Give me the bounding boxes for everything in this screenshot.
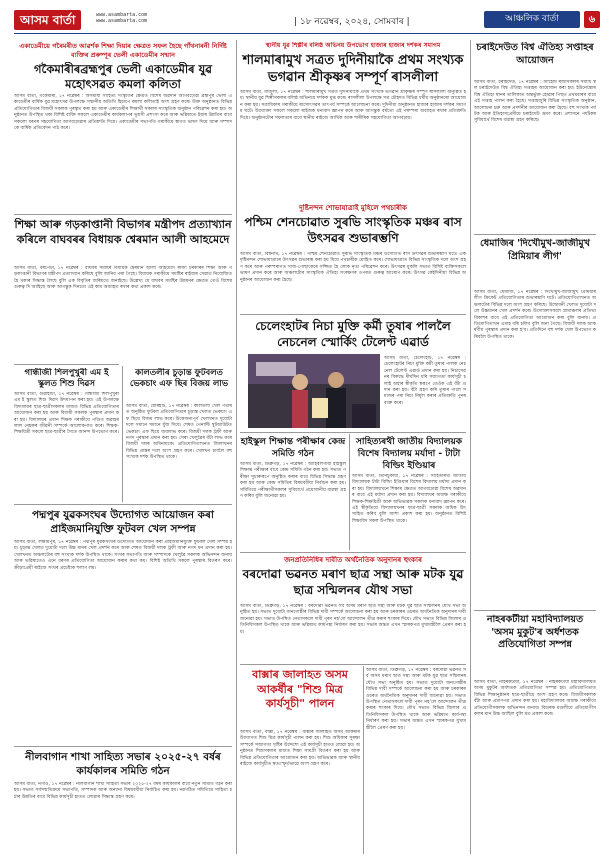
story-headline: গকৈমাৰীৰব্ৰহ্মপুৰ ভেলী একাডেমীৰ যুৱ মহোৎসৱত কমলা কলিতা — [33, 62, 212, 91]
story-body: আসম বাৰ্তা, লক্ষীমপুৰ, ১৭ নৱেম্বৰ : পদ্মপুৰ যুৱকসংঘৰ উদ্যোগত আয়োজন কৰা প্ৰাইজমানিযুক্তি ফুটবল খেল সম্পন্ন হয়। চূড়ান্ত খেলত দুয়োটা দলে উচ্চ মানৰ খেল প্ৰদৰ্শন কৰে আৰু শেষত বিজয়ী দলক ট্ৰফী আৰু নগদ ধন প্ৰদান কৰা হয়। খেলখনত অঞ্চলটোৰ বহু সংখ্যক দৰ্শক উপস্থিত থাকে। সংঘৰ সভাপতি আৰু সম্পাদকে খেলুৱৈ সকলক অভিনন্দন জনায় আৰু ভৱিষ্যতেও এনে ধৰণৰ প্ৰতিযোগিতা আয়োজন কৰাৰ কথা কয়। বিশিষ্ট অতিথি সকলে পুৰস্কাৰ বিতৰণ কৰে। ক্ৰীড়াপ্ৰেমী ৰাইজে সংঘৰ প্ৰচেষ্টাক শলাগ লয়। — [14, 540, 232, 571]
issue-date: | ১৮ নৱেম্বৰ, ২০২৪, সোমবাৰ | — [294, 17, 410, 27]
story-body: আসম বাৰ্তা, নাহৰকটীয়া, ১৭ নৱেম্বৰ : নাহৰকটীয়া মহাবিদ্যালয়ত অসম মুকুটৰ অৰ্ধশতক প্ৰতিযোগিতা সম্পন্ন হয়। প্ৰতিযোগিতাত বিভিন্ন শিক্ষানুষ্ঠানৰ ছাত্ৰ-ছাত্ৰীয়ে অংশ গ্ৰহণ কৰে। বিজয়ীসকলক বঁটা আৰু প্ৰমাণপত্ৰ প্ৰদান কৰা হয়। মহাবিদ্যালয়ৰ অধ্যক্ষ গৰাকীয়ে প্ৰতিযোগীসকলক অভিনন্দন জনায়। বিচাৰক মণ্ডলীয়ে প্ৰতিযোগীসকলৰ মান উচ্চ আছিল বুলি মত প্ৰকাশ কৰে। — [474, 680, 596, 718]
column-divider — [363, 666, 364, 854]
story-body: আসম বাৰ্তা, চেলেংহাট, ১৭ নৱেম্বৰ : চেলেংহাটৰ নিচা মুক্তি কৰ্মী তুষাৰ পালক নেচনেল টেলেণ্ট এৱাৰ্ড প্ৰদান কৰা হয়। নিচাসেৱনৰ বিৰুদ্ধে দীৰ্ঘদিন ধৰি সজাগতা কাৰ্যসূচী চলাই অহাৰ স্বীকৃতি স্বৰূপে তেওঁক এই বঁটা প্ৰদান কৰা হয়। বঁটা গ্ৰহণ কৰি তুষাৰ পালে সমাজৰ পৰা নিচা নিৰ্মূল কৰাৰ প্ৰতিশ্ৰুতি পুনৰ ব্যক্ত কৰে। — [384, 356, 466, 406]
story-kicker: স্থানীয় যুৱ শিল্পীৰ বলিষ্ঠ অভিনয় উপভোগ হাজাৰ হাজাৰ দৰ্শকৰ সমাগম — [265, 42, 441, 49]
story-body: আসম বাৰ্তা, গুৱাহাটী, ১৭ নৱেম্বৰ : গান্ধীজী শিলপুখুৰী এম ই স্কুলত শিশু দিৱস উদযাপন কৰা হয়। এই উপলক্ষে বিদ্যালয়ৰ ছাত্ৰ-ছাত্ৰীসকলৰ মাজত বিভিন্ন প্ৰতিযোগিতাৰ আয়োজন কৰা হয় আৰু বিজয়ী সকলক পুৰস্কাৰ প্ৰদান কৰা হয়। বিদ্যালয়ৰ প্ৰধান শিক্ষক গৰাকীয়ে পণ্ডিত জৱাহৰলাল নেহৰুৰ জীৱনী সম্পৰ্কে আলোকপাত কৰে। শিক্ষক-শিক্ষয়িত্ৰী সকলে ছাত্ৰ-ছাত্ৰীৰ সৈতে আনন্দ উপভোগ কৰে। — [14, 392, 119, 436]
story-divider — [240, 432, 466, 433]
story-headline: হাইস্কুল শিক্ষান্ত পৰীক্ষাৰ কেন্দ্ৰ সমিতি গঠন — [240, 437, 346, 459]
website-line: www.asambarta.com www.asambarta.com — [96, 12, 148, 24]
story-divider — [14, 504, 232, 505]
story-divider — [14, 364, 119, 365]
story-headline: পদ্মপুৰ যুৱকসংঘৰ উদ্যোগত আয়োজন কৰা প্ৰাইজমানিযুক্তি ফুটবল খেল সম্পন্ন — [32, 509, 214, 535]
story-headline: সাহিত্যৰথী জাতীয় বিদ্যালয়ক বিশেষ বিদ্যালয় মৰ্যাদা - টাটা বিল্ডিং ইণ্ডিয়াৰ — [355, 437, 463, 471]
story-kicker: জনপ্ৰতিনিধিৰ দাবীত অৰ্থনৈতিক অনুদানৰ হুংকাৰ — [284, 556, 422, 564]
story-kicker: দুষ্টিনন্দন শোভাযাত্ৰাই মুহিলে পথচাৰীক — [299, 204, 407, 212]
story-headline: নাহৰকটীয়া মহাবিদ্যালয়ত 'অসম মুকুট'ৰ অৰ্ধশতক প্ৰতিযোগিতা সম্পন্ন — [486, 614, 584, 650]
story-body: আসম বাৰ্তা, তিনিচুকীয়া, ১৭ নৱেম্বৰ : সাহিত্যৰথী জাতীয় বিদ্যালয়ক টাটা বিল্ডিং ইণ্ডিয়াৰ বিশেষ বিদ্যালয় মৰ্যাদা প্ৰদান কৰা হয়। বিদ্যালয়খনে শিক্ষাৰ ক্ষেত্ৰত আগবঢ়োৱা বিশেষ অৱদানৰ বাবে এই মৰ্যাদা প্ৰদান কৰা হয়। বিদ্যালয়ৰ অধ্যক্ষ গৰাকীয়ে শিক্ষক-শিক্ষয়িত্ৰী আৰু অভিভাৱক সকলক ধন্যবাদ জ্ঞাপন কৰে। এই স্বীকৃতিয়ে বিদ্যালয়খনৰ ছাত্ৰ-ছাত্ৰী সকলক অধিক উৎসাহিত কৰিব বুলি আশা প্ৰকাশ কৰা হয়। অনুষ্ঠানত বিশিষ্ট শিক্ষাবিদ সকল উপস্থিত থাকে। — [352, 474, 466, 524]
section-label: আঞ্চলিক বাৰ্তা — [484, 11, 580, 28]
column-divider — [470, 40, 471, 854]
story-body: আসম বাৰ্তা, গকৈমাৰী, ১৭ নৱেম্বৰ : অসমীয়া সাহিত্য সংস্কৃতিৰ ক্ষেত্ৰত বিশেষ অৱদান আগবঢ়োৱা ব্ৰহ্মপুৰ ভেলী একাডেমীৰ বাৰ্ষিক যুৱ মহোৎসৱ উপলক্ষে সন্মানীয় অতিথি হিচাপে কমলা কলিতাই অংশ গ্ৰহণ কৰে। উক্ত অনুষ্ঠানত বিভিন্ন প্ৰতিযোগিতাৰ বিজয়ী সকলক পুৰস্কৃত কৰা হয় আৰু একাডেমীৰ শিক্ষাৰ্থী সকলৰ সাংস্কৃতিক অনুষ্ঠান পৰিৱেশন কৰা হয়। অনুষ্ঠানত উপস্থিত থকা বিশিষ্ট ব্যক্তি সকলে একাডেমীৰ কাৰ্যকলাপৰ ভূয়সী প্ৰশংসা কৰে আৰু ভৱিষ্যতে ইয়াৰ উন্নতিৰ বাবে সকলো ধৰণৰ সহযোগিতা আগবঢ়োৱাৰ প্ৰতিশ্ৰুতি দিয়ে। একাডেমীৰ সভাপতি গৰাকীয়ে স্বাগত ভাষণ দিয়ে আৰু সম্পাদকে বাৰ্ষিক প্ৰতিবেদন পাঠ কৰে। — [14, 94, 232, 132]
story-body: আসম বাৰ্তা, যোৰহাট, ১৭ নৱেম্বৰ : কালতলী খেল পথাৰত অনুষ্ঠিত ফুটবল প্ৰতিযোগিতাৰ চূড়ান্ত খেলত ভেকচাং এফ ছিয়ে বিজয় লাভ কৰে। উত্তেজনাপূৰ্ণ খেলখনত দুয়োটা দলে সমানে সমানে যুঁজ দিয়ে। শেষত পেনাল্টি শ্বুটআউটত ভেকচাং এফ ছিয়ে জয়লাভ কৰে। বিজয়ী দলক ট্ৰফী আৰু নগদ পুৰস্কাৰ প্ৰদান কৰা হয়। সেৰা খেলুৱৈৰ বঁটা লাভ কৰে বিজয়ী দলৰ অধিনায়কে। প্ৰতিযোগিতাখনত জিলাখনৰ বিভিন্ন প্ৰান্তৰ দলে অংশ গ্ৰহণ কৰে। খেলখন চাবলৈ বহু সংখ্যক দৰ্শক উপস্থিত থাকে। — [126, 404, 232, 461]
lead-headline: শালমাৰামুখ সত্ৰত দুদিনীয়াকৈ প্ৰথম সংখ্যক ভগৱান শ্ৰীকৃষ্ণৰ সম্পূৰ্ণ ৰাসলীলা — [242, 53, 464, 85]
story-headline: কালতলীৰ চুড়ান্ত ফুটবলত ভেকচাং এফ ছিৰ বিজয় লাভ — [129, 368, 229, 389]
story-divider — [240, 664, 466, 665]
award-photo — [248, 354, 380, 428]
newspaper-logo: আসম বার্তা — [14, 10, 81, 30]
story-body: আসম বাৰ্তা, ডিব্ৰুগড়, ১৭ নৱেম্বৰ : আহিবলগীয়া হাইস্কুল শিক্ষান্ত পৰীক্ষাৰ বাবে কেন্দ্ৰ সমিতি গঠন কৰা হয়। সভাত পৰীক্ষা সুচাৰুৰূপে অনুষ্ঠিত কৰাৰ বাবে বিভিন্ন সিদ্ধান্ত গ্ৰহণ কৰা হয় আৰু কেন্দ্ৰ সমিতিৰ বিষয়ববীয়া নিৰ্বাচন কৰা হয়। সমিতিয়ে পৰীক্ষাৰ্থীসকলৰ সুবিধাৰ্থে প্ৰয়োজনীয় ব্যৱস্থা গ্ৰহণ কৰিব বুলি জনোৱা হয়। — [240, 462, 346, 500]
story-divider — [474, 234, 596, 235]
award-photo-art — [248, 354, 380, 428]
story-body: আসম বাৰ্তা, নগাঁও, ১৭ নৱেম্বৰ : নীলবাগান শাখা সাহিত্য সভাৰ ২০২৫-২৭ বৰ্ষৰ কাৰ্যকালৰ বাবে নতুন সমিতি গঠন কৰা হয়। সভাত সৰ্বসন্মতিক্ৰমে সভাপতি, সম্পাদক আৰু অন্যান্য বিষয়ববীয়া নিৰ্বাচিত কৰা হয়। নৱগঠিত সমিতিয়ে সাহিত্য চৰ্চাৰ উন্নতিৰ বাবে বিভিন্ন কাৰ্যসূচী হাতত লোৱাৰ সিদ্ধান্ত গ্ৰহণ কৰে। — [14, 782, 232, 800]
page-number: ৬ — [584, 11, 600, 28]
story-body: আসম বাৰ্তা, ডিব্ৰুগড়, ১৭ নৱেম্বৰ : বৰদোৱা ভৱনত সৰ্ব অসম মৰাণ ছাত্ৰ সন্থা আৰু মটক যুৱ ছাত্ৰ সন্মিলনৰ যৌথ সভা অনুষ্ঠিত হয়। সভাত দুয়োটা জনগোষ্ঠীৰ বিভিন্ন দাবী সম্পৰ্কে আলোচনা কৰা হয় আৰু চৰকাৰৰ ওচৰত অৰ্থনৈতিক অনুদানৰ দাবী জনোৱা হয়। সভাত উপস্থিত নেতাসকলে দাবী পূৰণ নহ'লে আন্দোলন তীব্ৰ কৰাৰ হুংকাৰ দিয়ে। যৌথ সভাত বিভিন্ন জিলাৰ প্ৰতিনিধিসকল উপস্থিত থাকে আৰু ভৱিষ্যত কাৰ্যপন্থা নিৰ্ধাৰণ কৰা হয়। সভাৰ অন্তত এখন স্মাৰকপত্ৰ মুখ্যমন্ত্ৰীলৈ প্ৰেৰণ কৰা হয়। — [240, 604, 466, 635]
story-headline: ধেমাজিৰ 'দিখৌমুখ-জাজীমুখ প্ৰিমিয়াৰ লীগ' — [480, 238, 590, 262]
story-body: আসম বাৰ্তা, ধেমাজি, ১৭ নৱেম্বৰ : দিখৌমুখ-জাজীমুখ প্ৰিমিয়াৰ লীগ ক্ৰিকেট প্ৰতিযোগিতাৰ শুভাৰম্ভণি ঘটে। প্ৰতিযোগিতাখনত অঞ্চলটোৰ বিভিন্ন দলে অংশ গ্ৰহণ কৰিছে। উদ্বোধনী খেলত দুয়োটা দলে উচ্চমানৰ খেল প্ৰদৰ্শন কৰে। উদ্যোক্তাসকলে গ্ৰামাঞ্চলৰ প্ৰতিভা বিকাশৰ বাবে এই প্ৰতিযোগিতা আয়োজন কৰা বুলি জনায়। প্ৰতিযোগিতাখন এমাহ ধৰি চলিব বুলি জনা গৈছে। বিজয়ী দলক আকৰ্ষণীয় পুৰস্কাৰ প্ৰদান কৰা হ'ব। প্ৰতিদিনে বহু দৰ্শক খেল উপভোগ কৰিবলৈ উপস্থিত থাকে। — [474, 290, 596, 340]
story-headline: পশ্চিম শেনচোৱাত সুৰভি সাংস্কৃতিক মঞ্চৰ ৰাস উৎসৱৰ শুভাৰম্ভণি — [244, 215, 462, 245]
story-divider — [14, 746, 232, 747]
story-body: আসম বাৰ্তা, মাজুলী, ১৭ নৱেম্বৰ : শালমাৰামুখ সত্ৰত দুদিনীয়াকৈ প্ৰথম সংখ্যক ভগৱান শ্ৰীকৃষ্ণৰ সম্পূৰ্ণ ৰাসলীলা অনুষ্ঠিত হয়। স্থানীয় যুৱ শিল্পীসকলৰ বলিষ্ঠ অভিনয়ে দৰ্শকক মুগ্ধ কৰে। ৰাসলীলা উপলক্ষে সত্ৰ চৌহদত বিভিন্ন ধৰ্মীয় অনুষ্ঠানৰো আয়োজন কৰা হয়। সত্ৰাধিকাৰ গৰাকীয়ে ৰাসোৎসৱৰ তাৎপৰ্য সম্পৰ্কে আলোচনা কৰে। দুদিনীয়া অনুষ্ঠানত হাজাৰ হাজাৰ দৰ্শকৰ সমাগম ঘটে। উদ্যোক্তা সকলে সকলো ৰাইজক ধন্যবাদ জ্ঞাপন কৰে আৰু আগন্তুক বৰ্ষতো এই পৰম্পৰা অব্যাহত ৰখাৰ প্ৰতিশ্ৰুতি দিয়ে। অনুষ্ঠানটোৰ সফলতাৰ বাবে স্থানীয় ৰাইজে আৰ্থিক আৰু শাৰীৰিক সহযোগিতা আগবঢ়ায়। — [240, 90, 466, 121]
story-headline: বৰদোৱা ভৱনত মৰাণ ছাত্ৰ সন্থা আৰু মটক যুৱ ছাত্ৰ সন্মিলনৰ যৌথ সভা — [242, 567, 464, 597]
story-body: আসম বাৰ্তা, বৰপেটা, ১৭ নৱেম্বৰ : বাঘবৰ সমষ্টিৰ বিধায়ক শ্বেৰমান আলী আহমেদে ৰাজ্য চৰকাৰৰ শিক্ষা আৰু গড়কাপ্তানী বিভাগৰ মন্ত্ৰীপদ প্ৰত্যাখ্যান কৰিছে বুলি জানিব পৰা গৈছে। বিধায়ক গৰাকীয়ে সমষ্টিৰ ৰাইজৰ সেৱাত নিয়োজিত হৈ থকাৰ সিদ্ধান্ত লৈছে বুলি এক বিবৃতিৰ জৰিয়তে জনাইছে। উল্লেখ্য যে বাঘবৰ সমষ্টিৰ উন্নয়নৰ ক্ষেত্ৰত তেওঁ বিশেষ গুৰুত্ব দি আহিছে আৰু আগন্তুক দিনতো এই কাম অব্যাহত ৰখাৰ কথা প্ৰকাশ কৰে। — [14, 266, 232, 291]
column-divider — [122, 366, 123, 502]
masthead — [14, 8, 596, 32]
column-divider — [349, 434, 350, 550]
story-headline: বাক্সাৰ জালাহত অসম আকৰ্ষীৰ "শিশু মিত্ৰ কাৰ্যসূচী" পালন — [252, 668, 348, 710]
story-divider — [474, 610, 596, 611]
story-divider — [14, 214, 232, 215]
masthead-rule — [14, 33, 596, 34]
story-headline: শিক্ষা আৰু গড়কাপ্তানী বিভাগৰ মন্ত্ৰীপদ প্ৰত্যাখ্যান কৰিলে বাঘবৰৰ বিধায়ক শ্বেৰমান আলী আহমেদে — [14, 218, 232, 246]
story-headline: গান্ধীজী শিলপুখুৰী এম ই স্কুলত শিশু দিৱস — [24, 368, 109, 389]
story-body: আসম বাৰ্তা, চৰাইদেউ, ১৭ নৱেম্বৰ : আহোম ৰজাসকলৰ সমাধি স্থল চৰাইদেউত বিশ্ব ঐতিহ্য সপ্তাহৰ আয়োজন কৰা হয়। ইউনেস্কোৰ বিশ্ব ঐতিহ্য স্থানৰ তালিকাত অন্তৰ্ভুক্ত হোৱাৰ পিছত প্ৰথমবাৰৰ বাবে এই সপ্তাহ পালন কৰা হৈছে। সপ্তাহজুৰি বিভিন্ন সাংস্কৃতিক অনুষ্ঠান, আলোচনা চক্ৰ আৰু প্ৰদৰ্শনীৰ আয়োজন কৰা হৈছে। বহু সংখ্যক পৰ্যটক আৰু ইতিহাসপ্ৰেমীয়ে চৰাইদেউ ভ্ৰমণ কৰে। প্ৰশাসনে পৰ্যটকৰ সুবিধাৰ্থে বিশেষ ব্যৱস্থা গ্ৰহণ কৰিছে। — [474, 80, 596, 124]
column-divider — [236, 40, 237, 854]
story-kicker: একাডেমীয়ে গৰৈমৰীত আৱৰ্শক শিক্ষা দিয়াৰ ক্ষেত্ৰত সফল হৈছে গাঁথনাৰনী নিৰ্দিষ্ট ব্যক্তিৰ প্ৰৰুষ্পূৰ ভেলী একাডেমীৰ সন্মান — [19, 42, 227, 59]
story-body: আসম বাৰ্তা, ডিব্ৰুগড়, ১৭ নৱেম্বৰ : বৰদোৱা ভৱনত সৰ্ব অসম মৰাণ ছাত্ৰ সন্থা আৰু মটক যুৱ ছাত্ৰ সন্মিলনৰ যৌথ সভা অনুষ্ঠিত হয়। সভাত দুয়োটা জনগোষ্ঠীৰ বিভিন্ন দাবী সম্পৰ্কে আলোচনা কৰা হয় আৰু চৰকাৰৰ ওচৰত অৰ্থনৈতিক অনুদানৰ দাবী জনোৱা হয়। সভাত উপস্থিত নেতাসকলে দাবী পূৰণ নহ'লে আন্দোলন তীব্ৰ কৰাৰ হুংকাৰ দিয়ে। যৌথ সভাত বিভিন্ন জিলাৰ প্ৰতিনিধিসকল উপস্থিত থাকে আৰু ভৱিষ্যত কাৰ্যপন্থা নিৰ্ধাৰণ কৰা হয়। সভাৰ অন্তত এখন স্মাৰকপত্ৰ মুখ্যমন্ত্ৰীলৈ প্ৰেৰণ কৰা হয়। — [366, 668, 466, 731]
story-headline: নীলবাগান শাখা সাহিত্য সভাৰ ২০২৫-২৭ বৰ্ষৰ কাৰ্যকালৰ সমিতি গঠন — [25, 751, 221, 777]
story-headline: চৰাইদেউত বিশ্ব ঐতিহ্য সপ্তাহৰ আয়োজন — [476, 42, 594, 66]
story-body: আসম বাৰ্তা, বিশ্বনাথ, ১৭ নৱেম্বৰ : পশ্চিম শেনচোৱাত সুৰভি সাংস্কৃতিক মঞ্চৰ উদ্যোগত ৰাস উৎসৱৰ শুভাৰম্ভণি ঘটে। এক দৃষ্টিনন্দন শোভাযাত্ৰাৰে উৎসৱৰ শুভাৰম্ভ কৰা হয় যিয়ে পথচাৰীক মোহিত কৰে। শোভাযাত্ৰাত বিভিন্ন সাংস্কৃতিক দলে অংশ গ্ৰহণ কৰে আৰু পৰম্পৰাগত সাজ-পোছাকেৰে সজ্জিত হৈ লোক নৃত্য পৰিৱেশন কৰে। উৎসৱৰ মুকলি সভাত বিশিষ্ট ব্যক্তিসকলে ভাষণ প্ৰদান কৰে আৰু অঞ্চলটোৰ সাংস্কৃতিক ঐতিহ্য সংৰক্ষণৰ ওপৰত গুৰুত্ব আৰোপ কৰে। উৎসৱ কেইদিনীয়া বিভিন্ন অনুষ্ঠানৰ আয়োজন কৰা হৈছে। — [240, 252, 466, 283]
story-headline: চেলেংহাটৰ নিচা মুক্তি কৰ্মী তুষাৰ পাললৈ নেচনেল স্মোৰ্কিং টেলেণ্ট এৱাৰ্ড — [255, 319, 451, 349]
story-divider — [240, 552, 466, 553]
story-divider — [240, 314, 466, 315]
story-body: আসম বাৰ্তা, বাক্সা, ১৭ নৱেম্বৰ : বাক্সাৰ জালাহত অসম আকৰ্ষীৰ উদ্যোগত শিশু মিত্ৰ কাৰ্যসূচী পালন কৰা হয়। শিশু অধিকাৰ সুৰক্ষা সম্পৰ্কে সজাগতা সৃষ্টিৰ উদ্দেশ্যে এই কাৰ্যসূচী হাতত লোৱা হয়। অনুষ্ঠানত শিশুসকলৰ মাজত শিক্ষা সামগ্ৰী বিতৰণ কৰা হয় আৰু বিভিন্ন প্ৰতিযোগিতাৰ আয়োজন কৰা হয়। অভিভাৱক আৰু স্থানীয় ৰাইজে কাৰ্যসূচীত স্বতঃস্ফূৰ্তভাৱে অংশ গ্ৰহণ কৰে। — [240, 730, 360, 768]
